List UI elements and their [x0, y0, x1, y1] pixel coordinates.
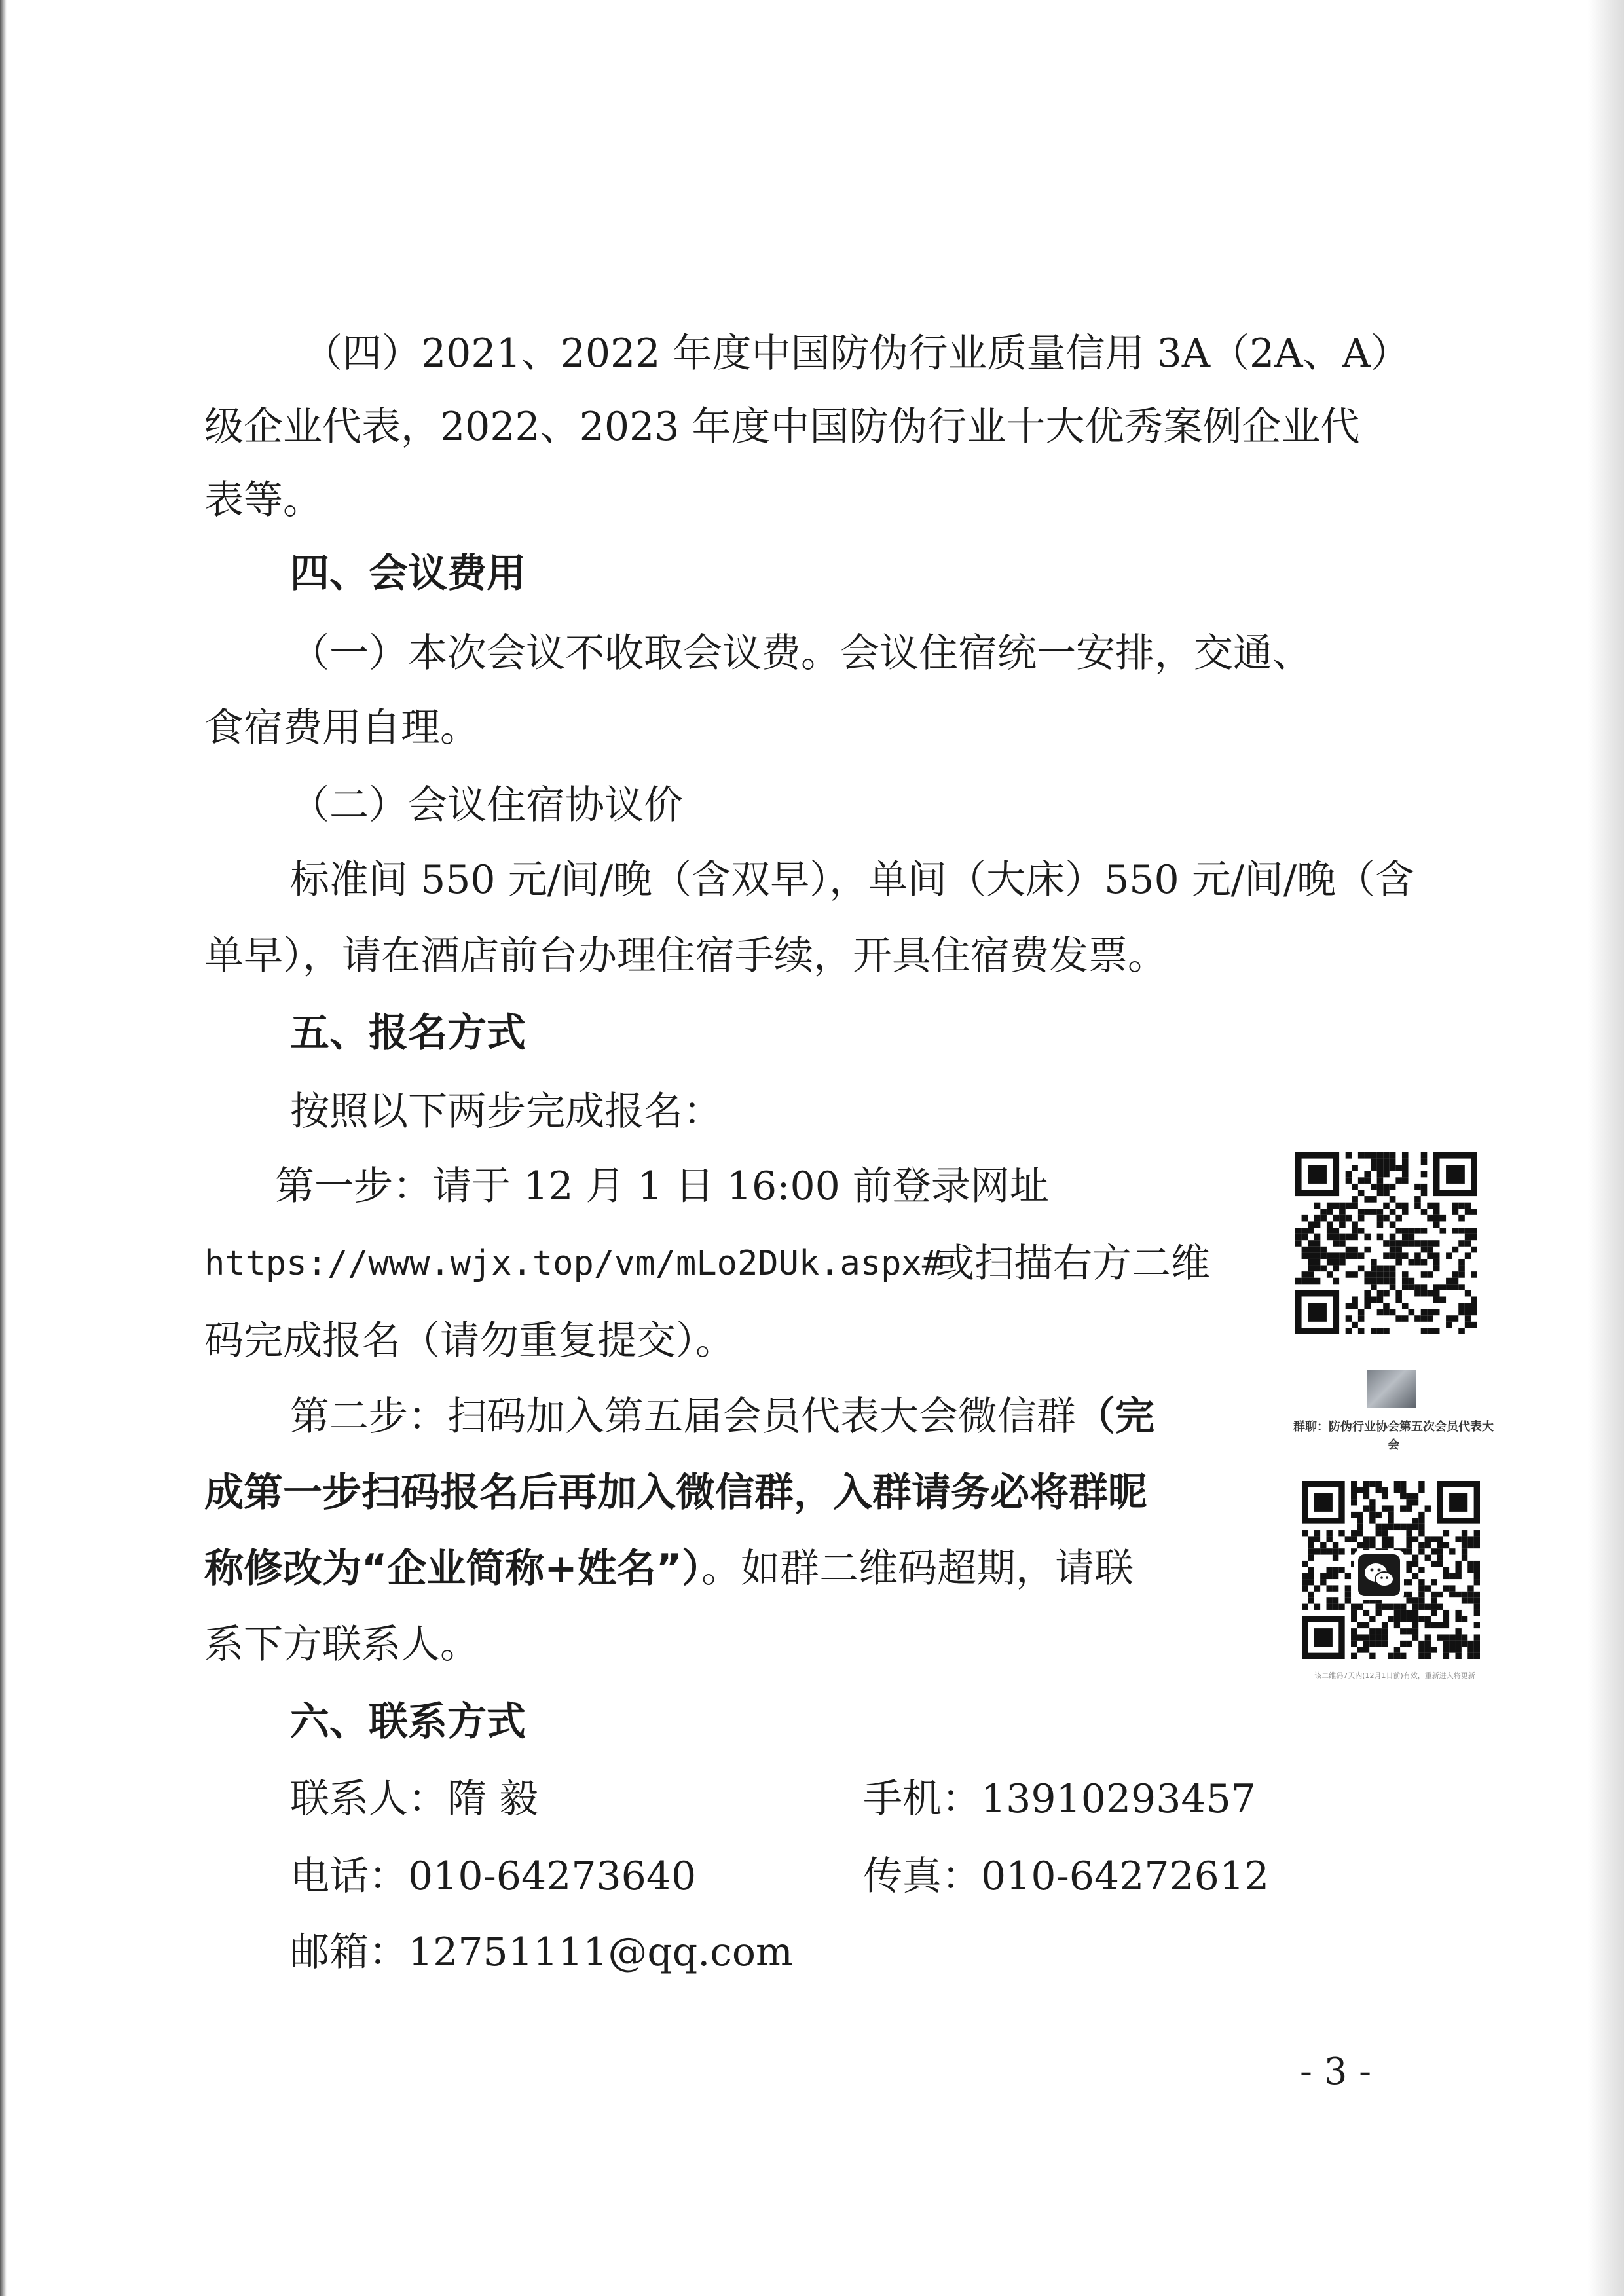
paragraph-line: 单早），请在酒店前台办理住宿手续，开具住宿费发票。 — [204, 933, 1167, 979]
paragraph-line: 级企业代表，2022、2023 年度中国防伪行业十大优秀案例企业代 — [204, 404, 1360, 450]
step2-bold-text: 称修改为“企业简称+姓名”） — [204, 1546, 702, 1592]
section-heading-contact: 六、联系方式 — [290, 1699, 526, 1745]
paragraph-line: （一）本次会议不收取会议费。会议住宿统一安排，交通、 — [290, 630, 1312, 676]
paragraph-line: 码完成报名（请勿重复提交）。 — [204, 1318, 735, 1364]
registration-qr-code[interactable] — [1295, 1152, 1477, 1334]
paragraph-line — [290, 1391, 1154, 1443]
page-number: - 3 - — [1300, 2050, 1372, 2093]
paragraph-line: （二）会议住宿协议价 — [290, 782, 683, 828]
qr-pattern — [1295, 1152, 1477, 1334]
wechat-icon — [1354, 1550, 1404, 1600]
paragraph-line: 第一步：请于 12 月 1 日 16:00 前登录网址 — [275, 1163, 1049, 1209]
paragraph-line: 表等。 — [204, 477, 322, 523]
scan-edge-right — [1588, 0, 1624, 2296]
contact-mobile: 手机：13910293457 — [863, 1776, 1256, 1822]
paragraph-line — [204, 1542, 1134, 1595]
section-heading-fees: 四、会议费用 — [290, 551, 526, 596]
group-avatar — [1367, 1370, 1416, 1408]
scan-edge-left — [0, 0, 7, 2296]
step2-bold-text: （完 — [1076, 1394, 1154, 1440]
paragraph-line: 或扫描右方二维 — [935, 1241, 1210, 1286]
paragraph-line: 食宿费用自理。 — [204, 705, 479, 751]
qr-validity-note: 该二维码7天内(12月1日前)有效，重新进入将更新 — [1314, 1671, 1475, 1680]
contact-fax: 传真：010-64272612 — [863, 1853, 1270, 1899]
contact-person: 联系人：隋 毅 — [290, 1776, 539, 1822]
registration-url-link[interactable]: https://www.wjx.top/vm/mLo2DUk.aspx# — [204, 1244, 943, 1283]
paragraph-line: 系下方联系人。 — [204, 1622, 479, 1667]
paragraph-line-bold: 成第一步扫码报名后再加入微信群，入群请务必将群昵 — [204, 1470, 1147, 1516]
contact-phone: 电话：010-64273640 — [290, 1853, 697, 1899]
wechat-group-name: 群聊：防伪行业协会第五次会员代表大会 — [1293, 1420, 1494, 1452]
paragraph-line: 按照以下两步完成报名： — [290, 1089, 722, 1135]
section-heading-registration: 五、报名方式 — [290, 1010, 526, 1056]
paragraph-line: （四）2021、2022 年度中国防伪行业质量信用 3A（2A、A） — [303, 331, 1410, 376]
paragraph-line: 标准间 550 元/间/晚（含双早），单间（大床）550 元/间/晚（含 — [290, 857, 1415, 903]
contact-email: 邮箱：12751111@qq.com — [290, 1929, 793, 1975]
step2-normal-text: 。如群二维码超期，请联 — [701, 1546, 1134, 1592]
step2-normal-text: 第二步：扫码加入第五届会员代表大会微信群 — [290, 1394, 1076, 1440]
